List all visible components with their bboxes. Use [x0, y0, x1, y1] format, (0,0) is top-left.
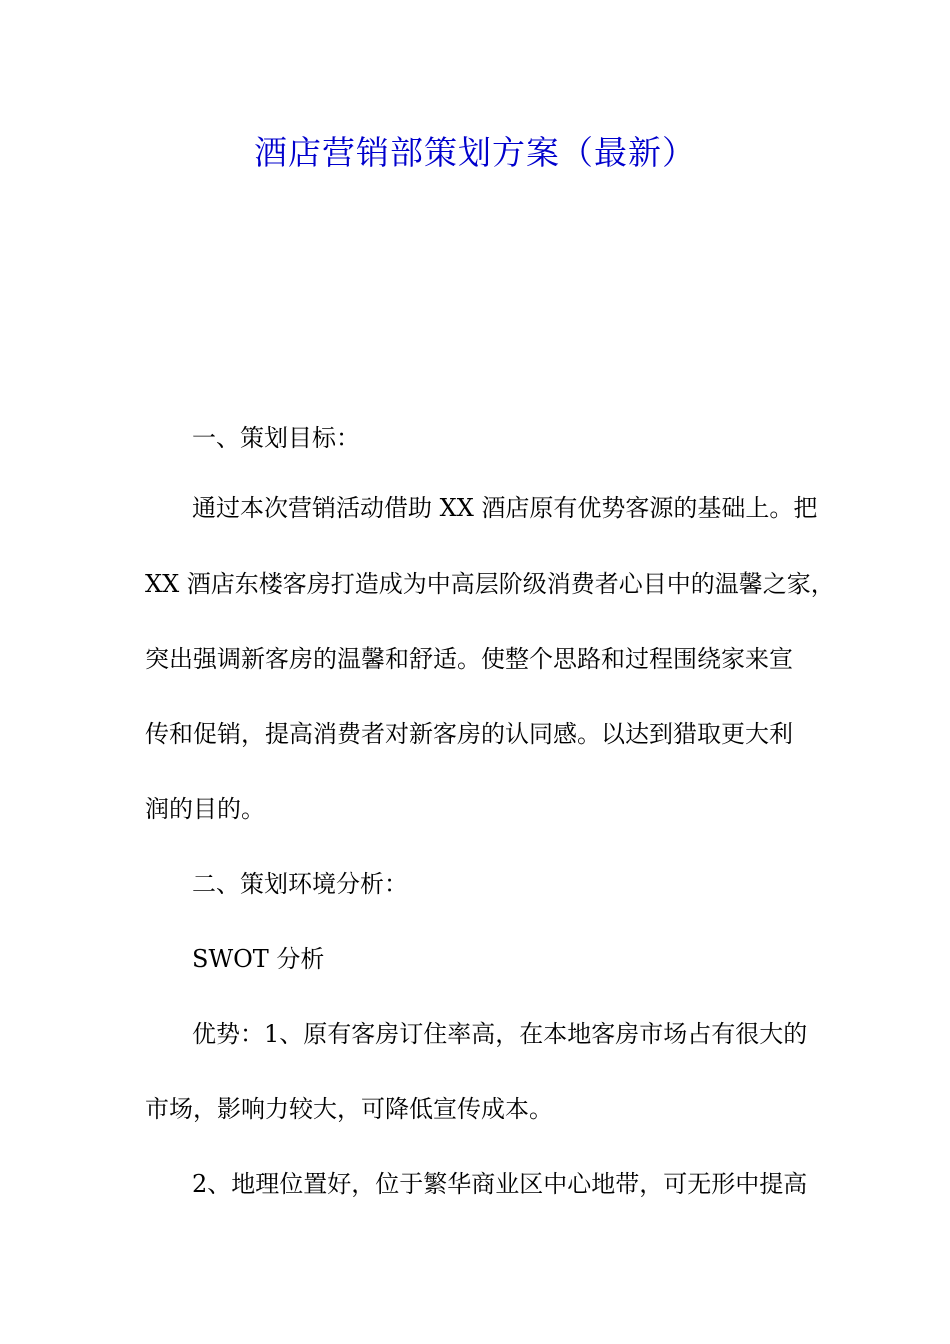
subheading-swot: SWOT 分析: [192, 945, 325, 973]
paragraph-line: 传和促销，提高消费者对新客房的认同感。以达到猎取更大利: [145, 720, 793, 748]
document-title: 酒店营销部策划方案（最新）: [254, 133, 696, 172]
section-heading-environment: 二、策划环境分析：: [192, 870, 408, 898]
paragraph-line: 市场，影响力较大，可降低宣传成本。: [145, 1095, 553, 1123]
paragraph-line: 优势：1、原有客房订住率高，在本地客房市场占有很大的: [192, 1020, 808, 1048]
paragraph-line: XX 酒店东楼客房打造成为中高层阶级消费者心目中的温馨之家，: [145, 570, 835, 598]
paragraph-line: 通过本次营销活动借助 XX 酒店原有优势客源的基础上。把: [192, 494, 818, 522]
paragraph-line: 2、地理位置好，位于繁华商业区中心地带，可无形中提高: [192, 1170, 808, 1198]
paragraph-line: 润的目的。: [145, 795, 265, 823]
section-heading-goals: 一、策划目标：: [192, 424, 360, 452]
paragraph-line: 突出强调新客房的温馨和舒适。使整个思路和过程围绕家来宣: [145, 645, 793, 673]
